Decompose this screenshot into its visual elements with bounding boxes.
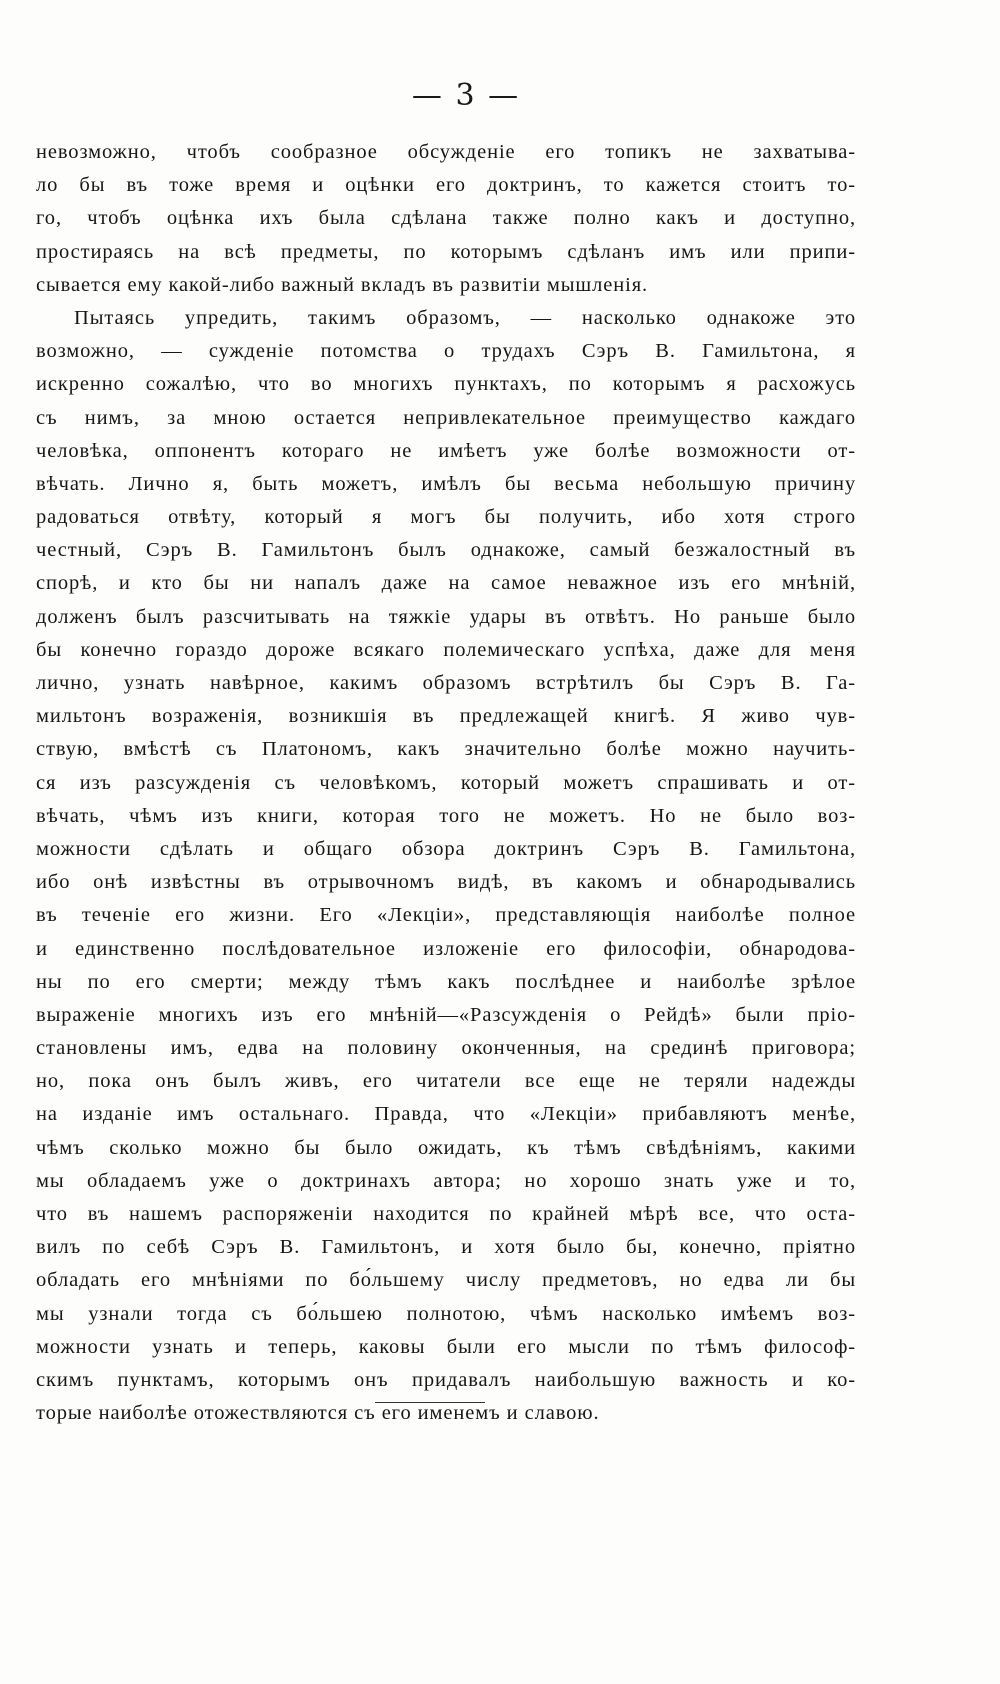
text-line: вилъ по себѣ Сэръ В. Гамильтонъ, и хотя было бы, конечно, пріятно [36,1236,856,1259]
text-line: выраженіе многихъ изъ его мнѣній—«Разсужденія о Рейдѣ» были пріо- [36,1003,856,1026]
text-line: можности узнать и теперь, каковы были его мысли по тѣмъ философ- [36,1335,856,1358]
text-line: вѣчать, чѣмъ изъ книги, которая того не можетъ. Но не было воз- [36,804,856,827]
text-line: спорѣ, и кто бы ни напалъ даже на самое неважное изъ его мнѣній, [36,572,856,595]
text-line: невозможно, чтобъ сообразное обсужденіе его топикъ не захватыва- [36,141,856,163]
text-line: съ нимъ, за мною остается непривлекательное преимущество каждаго [36,406,856,429]
text-line: ны по его смерти; между тѣмъ какъ послѣднее и наиболѣе зрѣлое [36,970,856,993]
text-line: мильтонъ возраженія, возникшія въ предлежащей книгѣ. Я живо чув- [36,705,856,728]
text-line: человѣка, оппонентъ котораго не имѣетъ уже болѣе возможности от- [36,439,856,462]
text-line: честный, Сэръ В. Гамильтонъ былъ однакоже, самый безжалостный въ [36,539,856,562]
text-line: торые наиболѣе отожествляются съ его именемъ и славою. [36,1402,600,1425]
text-line: лично, узнать навѣрное, какимъ образомъ встрѣтилъ бы Сэръ В. Га- [36,672,856,694]
page-number: — 3 — [411,78,521,113]
text-line: ся изъ разсужденія съ человѣкомъ, который можетъ спрашивать и от- [36,771,856,794]
text-line: становлены имъ, едва на половину оконченныя, на срединѣ приговора; [36,1037,856,1060]
text-line: возможно, — сужденіе потомства о трудахъ Сэръ В. Гамильтона, я [36,340,856,363]
text-line: обладать его мнѣніями по бо́льшему числу предметовъ, но едва ли бы [36,1269,856,1292]
text-line: бы конечно гораздо дороже всякаго полемическаго успѣха, даже для меня [36,638,856,661]
text-line: Пытаясь упредить, такимъ образомъ, — насколько однакоже это [74,306,856,329]
text-line: простираясь на всѣ предметы, по которымъ сдѣланъ имъ или припи- [36,240,856,263]
text-line: го, чтобъ оцѣнка ихъ была сдѣлана также полно какъ и доступно, [36,207,856,230]
text-line: долженъ былъ разсчитывать на тяжкіе удары въ отвѣтъ. Но раньше было [36,605,856,628]
text-line: мы узнали тогда съ бо́льшею полнотою, чѣмъ насколько имѣемъ воз- [36,1302,856,1325]
text-line: можности сдѣлать и общаго обзора доктринъ Сэръ В. Гамильтона, [36,837,856,860]
paragraph-1 [36,136,856,302]
text-line: что въ нашемъ распоряженіи находится по крайней мѣрѣ все, что оста- [36,1203,856,1225]
text-line: но, пока онъ былъ живъ, его читатели все еще не теряли надежды [36,1070,856,1093]
text-line: на изданіе имъ остальнаго. Правда, что «Лекціи» прибавляютъ менѣе, [36,1103,856,1126]
text-line: въ теченіе его жизни. Его «Лекціи», представляющія наиболѣе полное [36,904,856,927]
closing-rule [375,1402,485,1403]
text-line: скимъ пунктамъ, которымъ онъ придавалъ наибольшую важность и ко- [36,1368,856,1391]
body-text [36,136,856,1430]
text-line: искренно сожалѣю, что во многихъ пунктахъ, по которымъ я расхожусь [36,373,856,396]
text-line: чѣмъ сколько можно бы было ожидать, къ тѣмъ свѣдѣніямъ, какими [36,1136,856,1159]
text-line: мы обладаемъ уже о доктринахъ автора; но хорошо знать уже и то, [36,1169,856,1192]
text-line: сывается ему какой-либо важный вкладъ въ развитіи мышленія. [36,273,649,296]
text-line: радоваться отвѣту, который я могъ бы получить, ибо хотя строго [36,506,856,529]
text-line: ствую, вмѣстѣ съ Платономъ, какъ значительно болѣе можно научить- [36,738,856,761]
text-line: вѣчать. Лично я, быть можетъ, имѣлъ бы весьма небольшую причину [36,472,856,495]
text-line: ло бы въ тоже время и оцѣнки его доктринъ, то кажется стоитъ то- [36,174,856,197]
text-line: и единственно послѣдовательное изложеніе его философіи, обнародова- [36,937,856,960]
text-line: ибо онѣ извѣстны въ отрывочномъ видѣ, въ какомъ и обнародывались [36,871,856,894]
paragraph-2 [36,302,856,1430]
